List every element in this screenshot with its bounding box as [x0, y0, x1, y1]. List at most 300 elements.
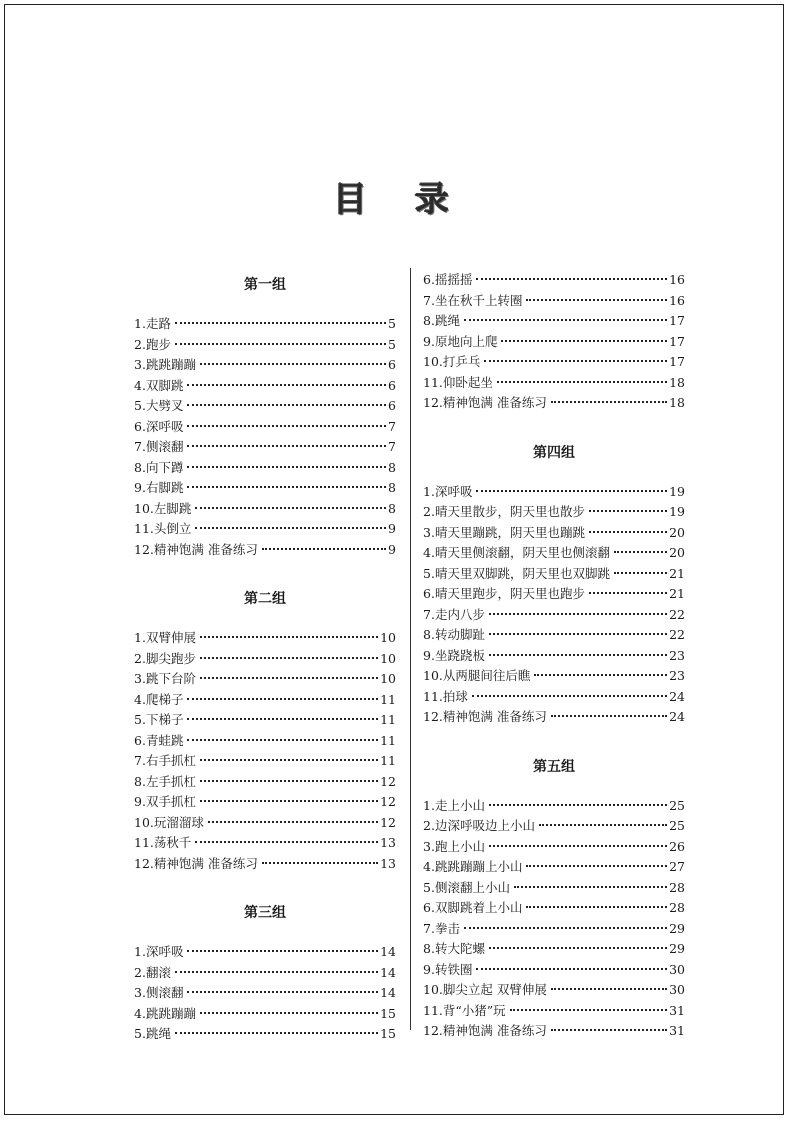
dot-leader [200, 1012, 378, 1014]
entry-page: 15 [380, 1005, 396, 1021]
entry-title: 跳跳蹦蹦上小山 [434, 859, 523, 874]
entry-title: 精神饱满 准备练习 [153, 541, 258, 557]
entry-title: 从两腿间往后瞧 [442, 668, 531, 683]
entry-title: 晴天里跑步，阴天里也跑步 [434, 586, 585, 601]
entry-title: 大劈叉 [145, 398, 184, 413]
entry-page: 9 [388, 541, 396, 557]
entry-page: 29 [669, 920, 685, 936]
entry-title: 坐跷跷板 [434, 647, 485, 663]
entry-page: 21 [669, 586, 685, 601]
toc-list [134, 942, 396, 1045]
dot-leader [200, 780, 378, 782]
entry-title: 晴天里侧滚翻，阴天里也侧滚翻 [434, 545, 610, 560]
entry-number: 5. [423, 879, 435, 895]
entry-page: 18 [669, 374, 685, 390]
entry-number: 9. [423, 647, 435, 663]
entry-number: 12. [423, 395, 443, 410]
entry-page: 16 [669, 292, 685, 308]
toc-entry [134, 628, 396, 649]
entry-title: 晴天里双脚跳，阴天里也双脚跳 [434, 565, 610, 581]
toc-entry [134, 942, 396, 963]
toc-entry [134, 499, 396, 520]
entry-page: 14 [380, 944, 396, 959]
dot-leader [551, 988, 667, 990]
toc-entry [134, 983, 396, 1004]
entry-page: 18 [669, 395, 685, 410]
entry-title: 跑上小山 [434, 838, 485, 854]
entry-page: 31 [669, 1023, 685, 1038]
entry-page: 30 [669, 982, 685, 997]
dot-leader [195, 841, 378, 843]
right-column [423, 270, 685, 1042]
dot-leader [489, 613, 667, 615]
entry-title: 背“小猪”玩 [442, 1002, 506, 1018]
entry-title: 左手抓杠 [145, 773, 196, 789]
entry-page: 31 [669, 1002, 685, 1018]
toc-entry [423, 960, 685, 981]
entry-number: 10. [423, 982, 443, 997]
entry-page: 22 [669, 627, 685, 642]
toc-entry [423, 857, 685, 878]
entry-page: 25 [669, 797, 685, 813]
entry-title: 跳下台阶 [145, 671, 196, 686]
toc-entry [134, 314, 396, 335]
entry-number: 2. [134, 964, 146, 980]
entry-page: 26 [669, 838, 685, 854]
left-column [134, 268, 396, 1045]
entry-number: 2. [423, 818, 435, 833]
entry-title: 右手抓杠 [145, 753, 196, 768]
toc-entry [423, 584, 685, 605]
entry-number: 2. [134, 336, 146, 352]
toc-list [423, 482, 685, 728]
dot-leader [187, 950, 378, 952]
group-title: 第三组 [244, 905, 286, 921]
entry-number: 10. [134, 814, 154, 830]
entry-page: 24 [669, 709, 685, 724]
toc-entry [423, 543, 685, 564]
toc-entry [423, 837, 685, 858]
entry-number: 12. [423, 1023, 443, 1038]
dot-leader [489, 654, 667, 656]
entry-page: 10 [380, 650, 396, 666]
entry-page: 24 [669, 688, 685, 704]
dot-leader [526, 906, 667, 908]
toc-entry [423, 878, 685, 899]
entry-title: 仰卧起坐 [442, 374, 493, 390]
entry-number: 1. [134, 316, 146, 331]
toc-entry [423, 393, 685, 414]
entry-title: 脚尖跑步 [145, 650, 196, 666]
toc-list [134, 628, 396, 874]
toc-entry [134, 335, 396, 356]
dot-leader [489, 633, 667, 635]
entry-title: 晴天里散步，阴天里也散步 [434, 504, 585, 519]
entry-title: 深呼吸 [145, 418, 184, 434]
entry-number: 1. [134, 630, 146, 645]
group-spacer [423, 414, 685, 436]
toc-entry [134, 710, 396, 731]
entry-number: 11. [423, 1002, 443, 1018]
entry-number: 6. [134, 732, 146, 748]
entry-number: 1. [134, 944, 146, 959]
entry-title: 精神饱满 准备练习 [442, 709, 547, 724]
entry-number: 6. [134, 418, 146, 434]
toc-entry [134, 458, 396, 479]
dot-leader [539, 824, 667, 826]
dot-leader [262, 548, 386, 550]
group-title: 第五组 [533, 758, 575, 775]
entry-page: 17 [669, 333, 685, 349]
entry-title: 跳绳 [434, 313, 460, 328]
entry-page: 28 [669, 879, 685, 895]
toc-list [423, 796, 685, 1042]
entry-number: 11. [134, 521, 154, 536]
entry-page: 29 [669, 941, 685, 956]
entry-title: 向下蹲 [145, 459, 184, 475]
entry-number: 7. [423, 920, 435, 936]
entry-page: 5 [388, 316, 396, 331]
dot-leader [551, 715, 667, 717]
toc-entry [423, 564, 685, 585]
entry-page: 8 [388, 459, 396, 475]
entry-number: 10. [423, 668, 443, 683]
entry-number: 4. [423, 859, 435, 874]
group-title: 第二组 [244, 591, 286, 607]
entry-page: 19 [669, 483, 685, 499]
entry-page: 10 [380, 671, 396, 686]
entry-number: 3. [134, 985, 146, 1000]
toc-entry [423, 666, 685, 687]
entry-number: 10. [423, 354, 443, 369]
dot-leader [187, 486, 386, 488]
toc-entry [134, 813, 396, 834]
entry-page: 20 [669, 545, 685, 560]
toc-entry [134, 540, 396, 561]
entry-number: 3. [423, 838, 435, 854]
dot-leader [200, 657, 378, 659]
group-spacer [134, 560, 396, 582]
dot-leader [208, 821, 378, 823]
entry-title: 走路 [145, 316, 171, 331]
entry-title: 脚尖立起 双臂伸展 [442, 982, 547, 997]
entry-number: 2. [423, 504, 435, 519]
toc-entry [134, 478, 396, 499]
entry-number: 12. [423, 709, 443, 724]
dot-leader [614, 572, 667, 574]
entry-title: 拍球 [442, 688, 468, 704]
entry-number: 8. [134, 773, 146, 789]
dot-leader [514, 886, 667, 888]
entry-number: 6. [423, 586, 435, 601]
dot-leader [175, 971, 378, 973]
group-title: 第一组 [244, 277, 286, 293]
entry-number: 8. [423, 313, 435, 328]
entry-page: 11 [380, 753, 396, 768]
entry-title: 双臂伸展 [145, 630, 196, 645]
entry-number: 4. [134, 377, 146, 393]
toc-entry [134, 396, 396, 417]
toc-entry [423, 980, 685, 1001]
toc-entry [423, 291, 685, 312]
entry-number: 4. [423, 545, 435, 560]
dot-leader [200, 636, 378, 638]
entry-number: 10. [134, 500, 154, 516]
entry-title: 双脚跳 [145, 377, 184, 393]
toc-entry [423, 523, 685, 544]
entry-title: 深呼吸 [434, 483, 473, 499]
entry-page: 9 [388, 521, 396, 536]
entry-number: 5. [134, 398, 146, 413]
entry-page: 7 [388, 439, 396, 454]
entry-page: 23 [669, 668, 685, 683]
dot-leader [551, 1029, 667, 1031]
entry-number: 9. [423, 333, 435, 349]
entry-title: 下梯子 [145, 712, 184, 727]
entry-title: 双手抓杠 [145, 794, 196, 809]
toc-entry [134, 731, 396, 752]
toc-entry [134, 963, 396, 984]
toc-entry [423, 482, 685, 503]
entry-number: 12. [134, 855, 154, 871]
entry-page: 23 [669, 647, 685, 663]
entry-number: 8. [134, 459, 146, 475]
entry-number: 11. [423, 688, 443, 704]
toc-entry [423, 311, 685, 332]
toc-entry [134, 833, 396, 854]
entry-title: 双脚跳着上小山 [434, 900, 523, 915]
page-title: 目 录 [333, 180, 467, 220]
entry-title: 转大陀螺 [434, 941, 485, 956]
entry-page: 14 [380, 985, 396, 1000]
toc-entry [423, 625, 685, 646]
entry-title: 侧滚翻 [145, 985, 184, 1000]
entry-number: 7. [423, 606, 435, 622]
toc-entry [423, 352, 685, 373]
dot-leader [187, 718, 378, 720]
entry-title: 左脚跳 [153, 500, 192, 516]
toc-entry [134, 669, 396, 690]
entry-title: 精神饱满 准备练习 [153, 855, 258, 871]
entry-title: 走内八步 [434, 606, 485, 622]
toc-entry [423, 605, 685, 626]
dot-leader [262, 862, 378, 864]
dot-leader [476, 968, 667, 970]
dot-leader [589, 592, 667, 594]
entry-number: 5. [134, 1026, 146, 1041]
toc-entry [423, 796, 685, 817]
entry-number: 7. [423, 292, 435, 308]
toc-entry [134, 772, 396, 793]
toc-entry [423, 373, 685, 394]
entry-number: 8. [423, 941, 435, 956]
entry-title: 拳击 [434, 920, 460, 936]
toc-entry [134, 1024, 396, 1045]
entry-title: 翻滚 [145, 964, 171, 980]
dot-leader [589, 531, 667, 533]
entry-number: 8. [423, 627, 435, 642]
dot-leader [200, 677, 378, 679]
entry-number: 4. [134, 1005, 146, 1021]
group-spacer [423, 728, 685, 750]
dot-leader [526, 865, 667, 867]
entry-page: 6 [388, 377, 396, 393]
entry-number: 6. [423, 900, 435, 915]
dot-leader [175, 322, 386, 324]
entry-page: 11 [380, 691, 396, 707]
toc-entry [423, 332, 685, 353]
entry-page: 11 [380, 712, 396, 727]
dot-leader [551, 401, 667, 403]
entry-title: 跳跳蹦蹦 [145, 357, 196, 372]
dot-leader [472, 695, 667, 697]
dot-leader [195, 527, 386, 529]
entry-number: 1. [423, 797, 435, 813]
entry-page: 16 [669, 272, 685, 287]
entry-page: 14 [380, 964, 396, 980]
toc-entry [134, 1004, 396, 1025]
entry-number: 9. [134, 794, 146, 809]
entry-number: 11. [134, 835, 154, 850]
entry-title: 玩溜溜球 [153, 814, 204, 830]
column-divider [410, 268, 411, 1030]
entry-title: 跳跳蹦蹦 [145, 1005, 196, 1021]
entry-title: 侧滚翻上小山 [434, 879, 510, 895]
dot-leader [175, 1032, 378, 1034]
entry-page: 22 [669, 606, 685, 622]
toc-entry [134, 854, 396, 875]
entry-page: 30 [669, 961, 685, 977]
dot-leader [489, 804, 667, 806]
dot-leader [614, 551, 667, 553]
toc-entry [423, 646, 685, 667]
entry-number: 5. [423, 565, 435, 581]
entry-page: 21 [669, 565, 685, 581]
dot-leader [484, 360, 667, 362]
entry-title: 摇摇摇 [434, 272, 473, 287]
dot-leader [187, 404, 386, 406]
toc-entry [134, 355, 396, 376]
entry-number: 7. [134, 753, 146, 768]
dot-leader [476, 278, 667, 280]
toc-list [423, 270, 685, 414]
dot-leader [187, 384, 386, 386]
dot-leader [497, 381, 667, 383]
entry-title: 晴天里蹦跳，阴天里也蹦跳 [434, 524, 585, 540]
entry-title: 右脚跳 [145, 480, 184, 495]
dot-leader [200, 800, 378, 802]
entry-title: 转铁圈 [434, 961, 473, 977]
dot-leader [534, 674, 667, 676]
entry-page: 17 [669, 354, 685, 369]
entry-page: 13 [380, 835, 396, 850]
entry-page: 5 [388, 336, 396, 352]
dot-leader [464, 927, 667, 929]
entry-page: 6 [388, 398, 396, 413]
toc-entry [134, 519, 396, 540]
entry-page: 7 [388, 418, 396, 434]
entry-number: 4. [134, 691, 146, 707]
dot-leader [476, 490, 667, 492]
entry-title: 青蛙跳 [145, 732, 184, 748]
toc-entry [134, 417, 396, 438]
entry-title: 走上小山 [434, 797, 485, 813]
entry-title: 侧滚翻 [145, 439, 184, 454]
entry-page: 10 [380, 630, 396, 645]
toc-list [134, 314, 396, 560]
dot-leader [187, 991, 378, 993]
entry-page: 20 [669, 524, 685, 540]
entry-number: 1. [423, 483, 435, 499]
entry-number: 11. [423, 374, 443, 390]
toc-entry [134, 376, 396, 397]
entry-page: 25 [669, 818, 685, 833]
group-title: 第四组 [533, 444, 575, 461]
entry-page: 6 [388, 357, 396, 372]
dot-leader [489, 947, 667, 949]
dot-leader [187, 445, 386, 447]
toc-entry [423, 502, 685, 523]
toc-entry [134, 792, 396, 813]
entry-number: 12. [134, 541, 154, 557]
entry-title: 边深呼吸边上小山 [434, 818, 535, 833]
toc-entry [134, 649, 396, 670]
entry-page: 13 [380, 855, 396, 871]
dot-leader [187, 739, 378, 741]
entry-page: 27 [669, 859, 685, 874]
entry-page: 15 [380, 1026, 396, 1041]
dot-leader [187, 466, 386, 468]
entry-number: 7. [134, 439, 146, 454]
entry-title: 精神饱满 准备练习 [442, 1023, 547, 1038]
dot-leader [187, 425, 386, 427]
toc-entry [423, 939, 685, 960]
entry-title: 转动脚趾 [434, 627, 485, 642]
toc-entry [423, 919, 685, 940]
entry-page: 12 [380, 773, 396, 789]
entry-number: 5. [134, 712, 146, 727]
dot-leader [195, 507, 386, 509]
entry-page: 19 [669, 504, 685, 519]
toc-entry [423, 270, 685, 291]
entry-title: 头倒立 [153, 521, 192, 536]
entry-number: 3. [423, 524, 435, 540]
entry-page: 28 [669, 900, 685, 915]
toc-entry [423, 1021, 685, 1042]
dot-leader [200, 759, 378, 761]
entry-number: 9. [423, 961, 435, 977]
entry-title: 爬梯子 [145, 691, 184, 707]
dot-leader [489, 845, 667, 847]
toc-entry [423, 898, 685, 919]
entry-number: 6. [423, 272, 435, 287]
toc-entry [134, 690, 396, 711]
entry-page: 12 [380, 794, 396, 809]
entry-title: 深呼吸 [145, 944, 184, 959]
entry-title: 跑步 [145, 336, 171, 352]
toc-entry [423, 707, 685, 728]
toc-entry [134, 751, 396, 772]
entry-page: 8 [388, 500, 396, 516]
entry-title: 精神饱满 准备练习 [442, 395, 547, 410]
dot-leader [501, 340, 667, 342]
dot-leader [589, 510, 667, 512]
dot-leader [526, 299, 667, 301]
dot-leader [175, 343, 386, 345]
entry-title: 坐在秋千上转圈 [434, 292, 523, 308]
toc-entry [134, 437, 396, 458]
entry-title: 打乒乓 [442, 354, 481, 369]
